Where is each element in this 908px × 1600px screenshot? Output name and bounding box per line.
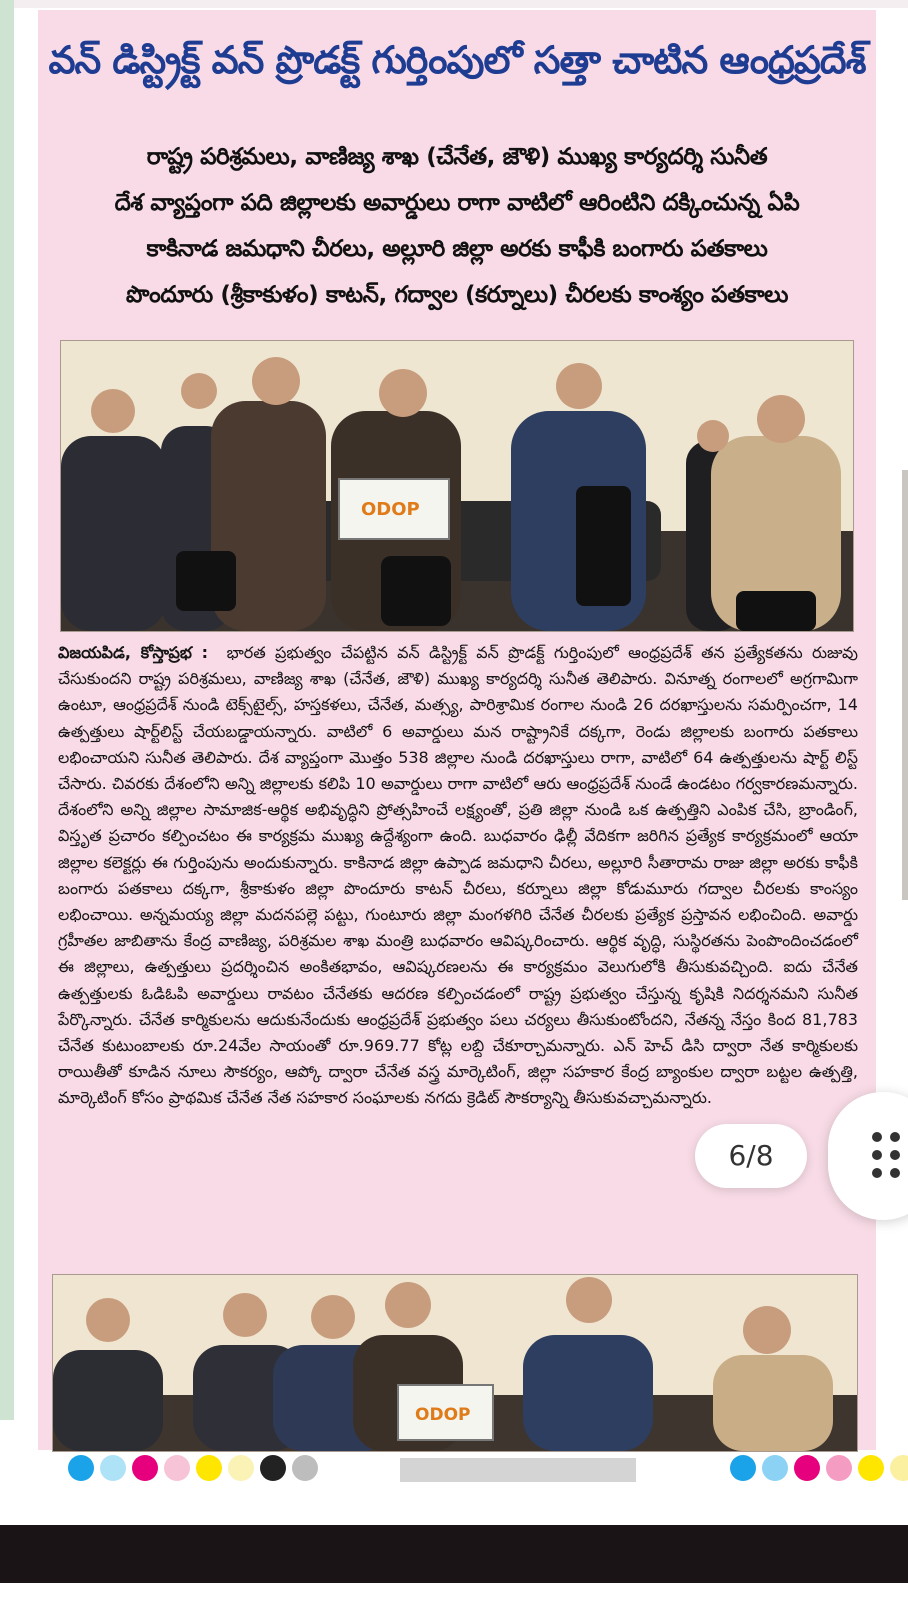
- article-body: [58, 640, 858, 1112]
- print-color-dot: [132, 1455, 158, 1481]
- news-article: [38, 10, 876, 1450]
- subheading: కాకినాడ జమధాని చీరలు, అల్లూరి జిల్లా అరకు కాఫీకి బంగారు పతకాలు: [146, 236, 768, 262]
- print-color-dot: [260, 1455, 286, 1481]
- print-color-dot: [730, 1455, 756, 1481]
- print-color-dot: [890, 1455, 908, 1481]
- award-ceremony-photo: [60, 340, 854, 632]
- print-color-dot: [68, 1455, 94, 1481]
- print-color-dot: [826, 1455, 852, 1481]
- print-color-dot: [292, 1455, 318, 1481]
- headline: వన్ డిస్ట్రిక్ట్ వన్ ప్రొడక్ట్ గుర్తింపులో సత్తా చాటిన ఆంధ్రప్రదేశ్: [48, 38, 866, 82]
- adjacent-page-edge: [902, 470, 908, 900]
- print-color-dot: [762, 1455, 788, 1481]
- print-color-dot: [794, 1455, 820, 1481]
- subheading: దేశ వ్యాప్తంగా పది జిల్లాలకు అవార్డులు రాగా వాటిలో ఆరింటిని దక్కించున్న ఏపి: [114, 190, 800, 216]
- print-color-marks-right: [730, 1455, 908, 1481]
- print-grey-bar: [400, 1458, 636, 1482]
- print-color-dot: [100, 1455, 126, 1481]
- dateline: విజయపిడ, కోస్తాప్రభ :: [58, 643, 209, 662]
- award-ceremony-photo-2: [52, 1274, 858, 1452]
- print-color-marks-left: [68, 1455, 318, 1481]
- page-top-edge: [0, 0, 908, 8]
- grid-dots-icon: [872, 1132, 902, 1178]
- print-color-dot: [858, 1455, 884, 1481]
- subheading: రాష్ట్ర పరిశ్రమలు, వాణిజ్య శాఖ (చేనేత, జౌళి) ముఖ్య కార్యదర్శి సునీత: [146, 144, 768, 170]
- print-color-dot: [196, 1455, 222, 1481]
- subheadings: [52, 134, 862, 318]
- print-color-dot: [228, 1455, 254, 1481]
- page-indicator[interactable]: 6/8: [695, 1124, 807, 1188]
- odop-logo-text: ODOP: [361, 499, 420, 520]
- viewer-bottom-bar: [0, 1525, 908, 1583]
- print-color-dot: [164, 1455, 190, 1481]
- odop-logo-text: ODOP: [415, 1405, 471, 1425]
- adjacent-page-strip: [0, 0, 14, 1420]
- body-text: భారత ప్రభుత్వం చేపట్టిన వన్ డిస్ట్రిక్ట్ వన్ ప్రొడక్ట్ గుర్తింపులో ఆంధ్రప్రదేశ్ తన ప్రత్యేకతను రుజువు చేసుకుందని రాష్ట్ర పరిశ్రమలు, వాణిజ్య శాఖ (చేనేత, జౌళి) ముఖ్య కార్యదర్శి సునీత తెలిపారు. వినూత్న రంగాలలో అగ్రగామిగా ఉంటూ, ఆంధ్రప్రదేశ్ నుండి టెక్స్‌టైల్స్, హస్తకళలు, చేనేత, మత్స్య, పారిశ్రామిక రంగాల నుండి 26 దరఖాస్తులను సమర్పించగా, 14 ఉత్పత్తులు షార్ట్‌లిస్ట్ చేయబడ్డాయన్నారు. వాటిలో 6 అవార్డులు మన రాష్ట్రానికే దక్కగా, రెండు జిల్లాలకు బంగారు పతకాలు లభించాయని సునీత తెలిపారు. దేశ వ్యాప్తంగా మొత్తం 538 జిల్లాల నుండి దరఖాస్తులు రాగా, వాటిలో 64 ఉత్పత్తులను షార్ట్ లిస్ట్ చేసారు. చివరకు దేశంలోని అన్ని జిల్లాలకు కలిపి 10 అవార్డులు రాగా వాటిలో ఆరు ఆంధ్రప్రదేశ్ నుండే ఉండటం గర్వకారణమన్నారు. దేశంలోని అన్ని జిల్లాల సామాజిక-ఆర్థిక అభివృద్ధిని ప్రోత్సహించే లక్ష్యంతో, ప్రతి జిల్లా నుండి ఒక ఉత్పత్తిని ఎంపిక చేసి, బ్రాండింగ్, విస్తృత ప్రచారం కల్పించటం ఈ కార్యక్రమ ముఖ్య ఉద్దేశ్యంగా ఉంది. బుధవారం ఢిల్లీ వేదికగా జరిగిన ప్రత్యేక కార్యక్రమంలో ఆయా జిల్లాల కలెక్టర్లు ఈ గుర్తింపును అందుకున్నారు. కాకినాడ జిల్లా ఉప్పాడ జమధాని చీరలు, అల్లూరి సీతారామ రాజు జిల్లా అరకు కాఫీకి బంగారు పతకాలు దక్కగా, శ్రీకాకుళం జిల్లా పొందూరు కాటన్ చీరలు, కర్నూలు జిల్లా కోడుమూరు గద్వాల చీరలకు కాంస్యం లభించాయి. అన్నమయ్య జిల్లా మదనపల్లె పట్టు, గుంటూరు జిల్లా మంగళగిరి చేనేత చీరలకు ప్రత్యేక ప్రస్తావన లభించింది. అవార్డు గ్రహీతల జాబితాను కేంద్ర వాణిజ్య, పరిశ్రమల శాఖ మంత్రి బుధవారం ఆవిష్కరించారు. ఆర్థిక వృద్ధి, సుస్థిరతను పెంపొందించడంలో ఈ జిల్లాలు, ఉత్పత్తులు ప్రదర్శించిన అంకితభావం, ఆవిష్కరణలను ఈ కార్యక్రమం వెలుగులోకి తీసుకువచ్చింది. ఐదు చేనేత ఉత్పత్తులకు ఓడిఓపి అవార్డులు రావటం చేనేతకు ఆదరణ కల్పించడంలో రాష్ట్ర ప్రభుత్వం చేస్తున్న కృషికి నిదర్శనమని సునీత పేర్కొన్నారు. చేనేత కార్మికులను ఆదుకునేందుకు ఆంధ్రప్రదేశ్ ప్రభుత్వం పలు చర్యలు తీసుకుంటోందని, నేతన్న నేస్తం కింద 81,783 చేనేత కుటుంబాలకు రూ.24వేల సాయంతో రూ.969.77 కోట్ల లబ్ది చేకూర్చామన్నారు. ఎన్ హెచ్ డిసి ద్వారా నేత కార్మికులకు రాయితీతో కూడిన నూలు సౌకర్యం, ఆప్కో ద్వారా చేనేత వస్త్ర మార్కెటింగ్, జిల్లా సహకార కేంద్ర బ్యాంకుల ద్వారా బట్టల ఉత్పత్తి, మార్కెటింగ్ కోసం ప్రాథమిక చేనేత నేత సహకార సంఘాలకు నగదు క్రెడిట్ సౌకర్యాన్ని తీసుకువచ్చామన్నారు.: [58, 643, 858, 1108]
- subheading: పొందూరు (శ్రీకాకుళం) కాటన్, గద్వాల (కర్నూలు) చీరలకు కాంశ్యం పతకాలు: [125, 282, 788, 308]
